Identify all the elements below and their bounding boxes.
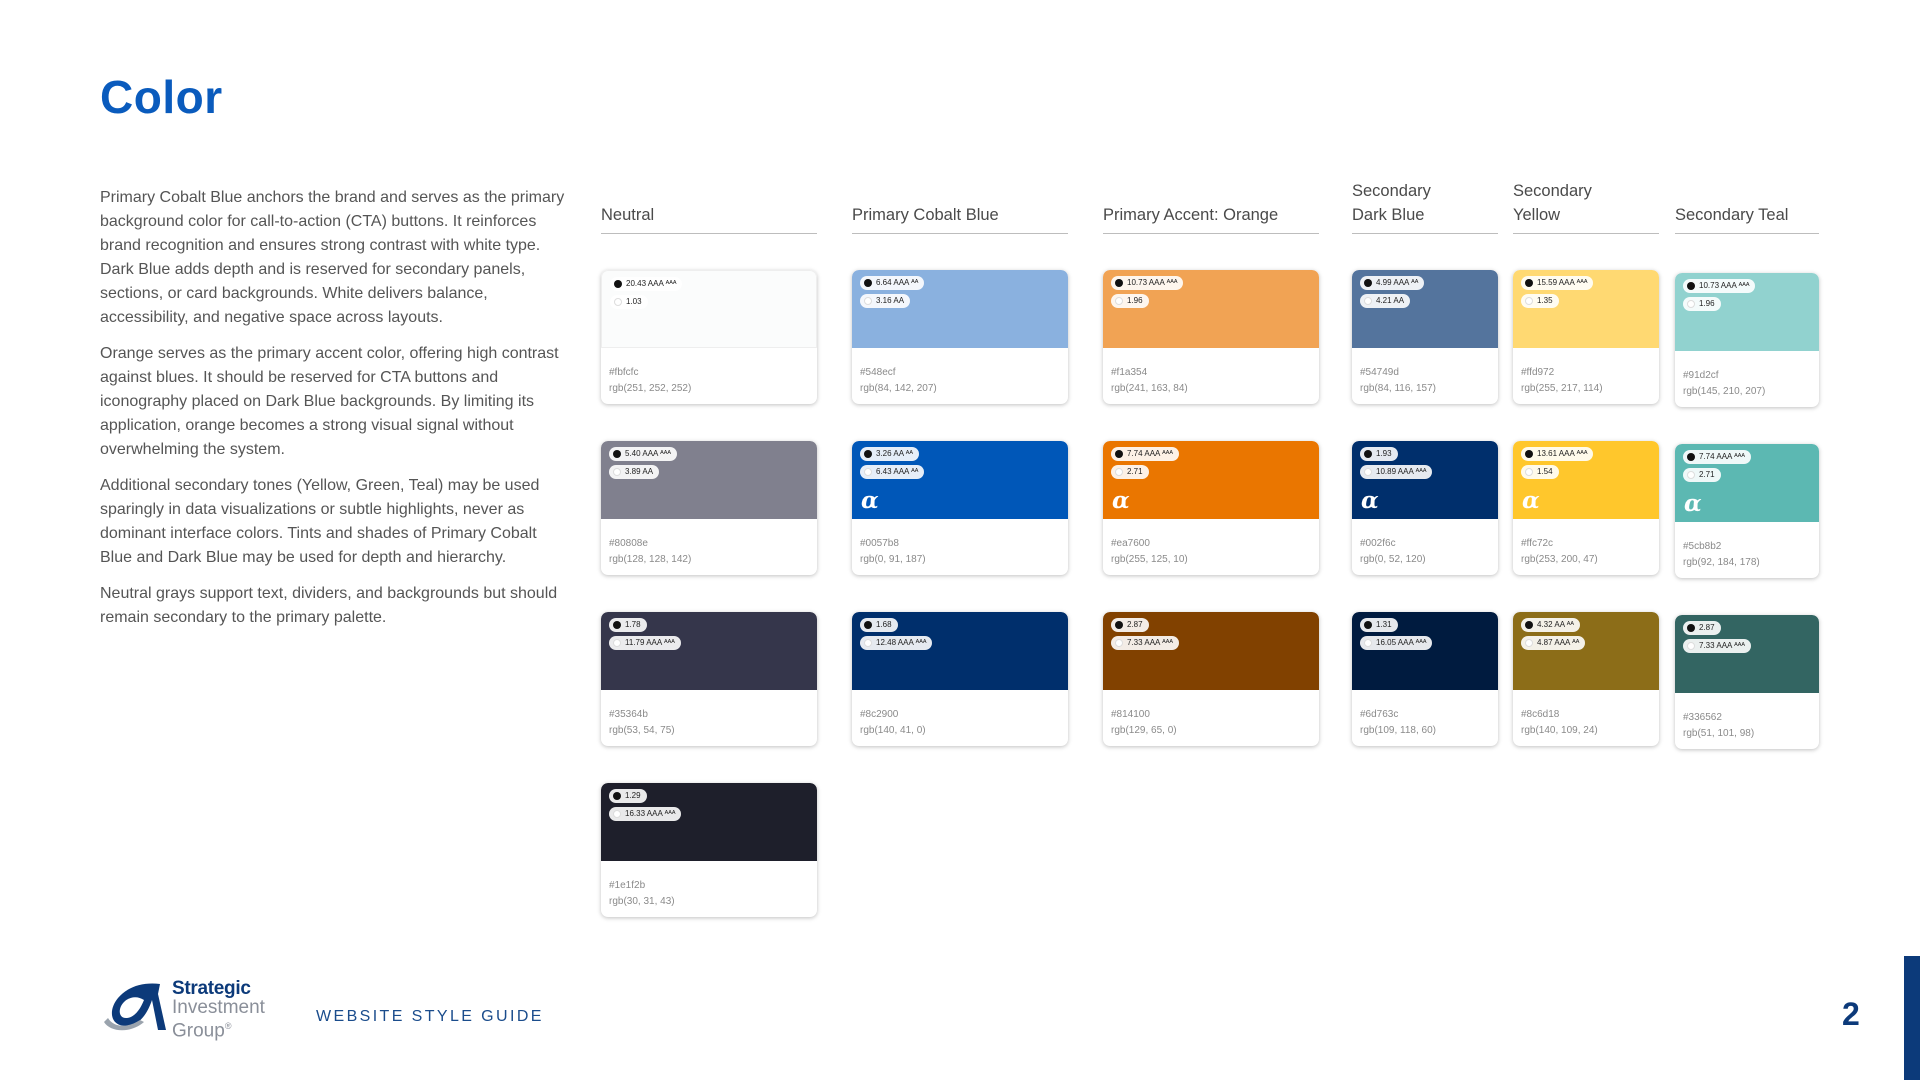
white-dot-icon bbox=[1687, 471, 1695, 479]
color-swatch bbox=[1675, 273, 1819, 351]
rgb-value: rgb(0, 91, 187) bbox=[860, 554, 926, 565]
contrast-badge-white bbox=[1360, 636, 1432, 650]
black-dot-icon bbox=[864, 450, 872, 458]
contrast-badge-white bbox=[1521, 636, 1585, 650]
contrast-ratio: 2.71 bbox=[1699, 470, 1715, 479]
intro-paragraph: Primary Cobalt Blue anchors the brand and serves as the primary background color for call-to-action (CTA) buttons. It reinforces brand recognition and ensures strong contrast with white type. Dark Blue adds depth and is reserved for secondary panels, sections, or card backgrounds. White delivers balance, accessibility, and negative space across layouts. bbox=[100, 189, 565, 326]
contrast-ratio: 1.78 bbox=[625, 620, 641, 629]
rgb-value: rgb(241, 163, 84) bbox=[1111, 383, 1188, 394]
hex-value: #35364b bbox=[609, 709, 648, 720]
contrast-ratio: 12.48 AAA ᴬᴬᴬ bbox=[876, 638, 927, 647]
contrast-badge-black bbox=[609, 447, 677, 461]
contrast-badge-black bbox=[860, 447, 919, 461]
color-swatch-card[interactable] bbox=[852, 270, 1068, 404]
company-logo bbox=[100, 978, 282, 1042]
color-swatch bbox=[1103, 441, 1319, 519]
color-swatch bbox=[1352, 270, 1498, 348]
hex-value: #548ecf bbox=[860, 367, 896, 378]
color-swatch-card[interactable] bbox=[1675, 444, 1819, 578]
white-dot-icon bbox=[1525, 297, 1533, 305]
contrast-badge-white bbox=[860, 636, 932, 650]
palette-column-heading: Secondary Teal bbox=[1675, 168, 1819, 234]
black-dot-icon bbox=[613, 621, 621, 629]
black-dot-icon bbox=[1687, 453, 1695, 461]
contrast-ratio: 3.16 AA bbox=[876, 296, 905, 305]
contrast-badge-black bbox=[1521, 447, 1593, 461]
contrast-badge-black bbox=[1683, 279, 1755, 293]
black-dot-icon bbox=[1364, 621, 1372, 629]
contrast-ratio: 16.33 AAA ᴬᴬᴬ bbox=[625, 809, 676, 818]
rgb-value: rgb(92, 184, 178) bbox=[1683, 557, 1760, 568]
registered-mark: ® bbox=[224, 1021, 232, 1031]
contrast-ratio: 11.79 AAA ᴬᴬᴬ bbox=[625, 638, 675, 647]
color-swatch-card[interactable] bbox=[601, 441, 817, 575]
hex-value: #6d763c bbox=[1360, 709, 1399, 720]
contrast-ratio: 15.59 AAA ᴬᴬᴬ bbox=[1537, 278, 1588, 287]
intro-paragraph: Additional secondary tones (Yellow, Green, Teal) may be used sparingly in data visualizations or subtle highlights, never as dominant interface colors. Tints and shades of Primary Cobalt Blue and Dark Blue may be used for depth and hierarchy. bbox=[100, 477, 540, 566]
color-swatch bbox=[1513, 270, 1659, 348]
logo-line-1: Strategic bbox=[172, 978, 251, 999]
hex-value: #8c2900 bbox=[860, 709, 899, 720]
contrast-ratio: 7.74 AAA ᴬᴬᴬ bbox=[1699, 452, 1746, 461]
contrast-ratio: 1.96 bbox=[1699, 299, 1715, 308]
color-swatch bbox=[852, 270, 1068, 348]
rgb-value: rgb(255, 125, 10) bbox=[1111, 554, 1188, 565]
color-swatch-card[interactable] bbox=[1513, 270, 1659, 404]
black-dot-icon bbox=[614, 280, 622, 288]
palette-column bbox=[1352, 0, 1498, 1080]
black-dot-icon bbox=[1115, 621, 1123, 629]
intro-text bbox=[100, 186, 570, 642]
contrast-badge-white bbox=[1360, 294, 1410, 308]
contrast-ratio: 10.73 AAA ᴬᴬᴬ bbox=[1127, 278, 1178, 287]
contrast-badge-white bbox=[609, 465, 659, 479]
contrast-badge-white bbox=[1360, 465, 1432, 479]
white-dot-icon bbox=[1687, 642, 1695, 650]
rgb-value: rgb(129, 65, 0) bbox=[1111, 725, 1177, 736]
rgb-value: rgb(84, 116, 157) bbox=[1360, 383, 1436, 394]
hex-value: #0057b8 bbox=[860, 538, 899, 549]
contrast-badge-black bbox=[1360, 447, 1398, 461]
contrast-ratio: 4.99 AAA ᴬᴬ bbox=[1376, 278, 1419, 287]
logo-line-3: Group bbox=[172, 1020, 225, 1042]
color-swatch bbox=[1103, 612, 1319, 690]
contrast-ratio: 13.61 AAA ᴬᴬᴬ bbox=[1537, 449, 1588, 458]
contrast-ratio: 7.74 AAA ᴬᴬᴬ bbox=[1127, 449, 1174, 458]
contrast-ratio: 2.87 bbox=[1127, 620, 1143, 629]
contrast-badge-white bbox=[610, 295, 648, 309]
white-dot-icon bbox=[1115, 468, 1123, 476]
alpha-logo-icon: α bbox=[1112, 487, 1130, 514]
color-swatch-card[interactable] bbox=[601, 783, 817, 917]
color-swatch-card[interactable] bbox=[1513, 441, 1659, 575]
color-swatch bbox=[1513, 441, 1659, 519]
color-swatch bbox=[852, 441, 1068, 519]
contrast-badge-white bbox=[609, 636, 681, 650]
color-swatch bbox=[1675, 615, 1819, 693]
contrast-ratio: 2.71 bbox=[1127, 467, 1143, 476]
alpha-logo-icon: α bbox=[1684, 490, 1702, 517]
contrast-ratio: 6.43 AAA ᴬᴬ bbox=[876, 467, 919, 476]
white-dot-icon bbox=[1525, 468, 1533, 476]
alpha-logo-icon bbox=[100, 978, 170, 1034]
rgb-value: rgb(145, 210, 207) bbox=[1683, 386, 1766, 397]
alpha-logo-icon: α bbox=[861, 487, 879, 514]
black-dot-icon bbox=[1525, 450, 1533, 458]
hex-value: #80808e bbox=[609, 538, 648, 549]
contrast-ratio: 1.31 bbox=[1376, 620, 1392, 629]
rgb-value: rgb(251, 252, 252) bbox=[609, 383, 692, 394]
contrast-badge-black bbox=[1360, 618, 1398, 632]
contrast-ratio: 10.89 AAA ᴬᴬᴬ bbox=[1376, 467, 1427, 476]
color-swatch bbox=[1675, 444, 1819, 522]
palette-column bbox=[1675, 0, 1819, 1080]
color-swatch-card[interactable] bbox=[852, 441, 1068, 575]
black-dot-icon bbox=[1525, 621, 1533, 629]
footer-guide-label: WEBSITE STYLE GUIDE bbox=[316, 1008, 544, 1025]
black-dot-icon bbox=[1687, 282, 1695, 290]
hex-value: #ffc72c bbox=[1521, 538, 1554, 549]
contrast-badge-white bbox=[1683, 468, 1721, 482]
contrast-ratio: 1.35 bbox=[1537, 296, 1553, 305]
white-dot-icon bbox=[1115, 297, 1123, 305]
black-dot-icon bbox=[1364, 279, 1372, 287]
contrast-badge-white bbox=[1521, 465, 1559, 479]
white-dot-icon bbox=[1687, 300, 1695, 308]
contrast-ratio: 3.26 AA ᴬᴬ bbox=[876, 449, 914, 458]
contrast-badge-white bbox=[1111, 465, 1149, 479]
page-title: Color bbox=[100, 71, 223, 123]
white-dot-icon bbox=[613, 810, 621, 818]
contrast-ratio: 4.21 AA bbox=[1376, 296, 1405, 305]
white-dot-icon bbox=[614, 298, 622, 306]
color-swatch bbox=[601, 270, 817, 348]
color-swatch-card[interactable] bbox=[601, 270, 817, 404]
logo-line-2: Investment bbox=[172, 997, 265, 1018]
rgb-value: rgb(0, 52, 120) bbox=[1360, 554, 1426, 565]
black-dot-icon bbox=[613, 792, 621, 800]
contrast-badge-white bbox=[860, 294, 910, 308]
color-swatch-card[interactable] bbox=[1675, 273, 1819, 407]
contrast-badge-black bbox=[1521, 618, 1580, 632]
color-swatch-card[interactable] bbox=[1675, 615, 1819, 749]
contrast-badge-black bbox=[1360, 276, 1424, 290]
color-swatch-card[interactable] bbox=[1352, 612, 1498, 746]
color-swatch-card[interactable] bbox=[852, 612, 1068, 746]
contrast-badge-white bbox=[1521, 294, 1559, 308]
contrast-badge-white bbox=[1683, 297, 1721, 311]
hex-value: #fbfcfc bbox=[609, 367, 639, 378]
rgb-value: rgb(109, 118, 60) bbox=[1360, 725, 1436, 736]
white-dot-icon bbox=[1115, 639, 1123, 647]
contrast-badge-black bbox=[1111, 276, 1183, 290]
rgb-value: rgb(53, 54, 75) bbox=[609, 725, 675, 736]
contrast-badge-black bbox=[609, 618, 647, 632]
hex-value: #8c6d18 bbox=[1521, 709, 1560, 720]
rgb-value: rgb(255, 217, 114) bbox=[1521, 383, 1603, 394]
color-swatch bbox=[601, 612, 817, 690]
black-dot-icon bbox=[1525, 279, 1533, 287]
palette-column bbox=[852, 0, 1068, 1080]
contrast-badge-white bbox=[609, 807, 681, 821]
contrast-badge-black bbox=[610, 277, 682, 291]
color-swatch bbox=[601, 441, 817, 519]
color-swatch-card[interactable] bbox=[1103, 441, 1319, 575]
contrast-ratio: 2.87 bbox=[1699, 623, 1715, 632]
color-swatch-card[interactable] bbox=[1513, 612, 1659, 746]
color-swatch-card[interactable] bbox=[601, 612, 817, 746]
rgb-value: rgb(51, 101, 98) bbox=[1683, 728, 1755, 739]
contrast-ratio: 4.87 AAA ᴬᴬ bbox=[1537, 638, 1580, 647]
white-dot-icon bbox=[613, 639, 621, 647]
contrast-badge-black bbox=[1111, 618, 1149, 632]
white-dot-icon bbox=[613, 468, 621, 476]
contrast-badge-black bbox=[1521, 276, 1593, 290]
color-swatch bbox=[852, 612, 1068, 690]
contrast-ratio: 1.96 bbox=[1127, 296, 1143, 305]
contrast-badge-black bbox=[860, 276, 924, 290]
black-dot-icon bbox=[613, 450, 621, 458]
rgb-value: rgb(253, 200, 47) bbox=[1521, 554, 1598, 565]
contrast-ratio: 1.68 bbox=[876, 620, 892, 629]
color-swatch-card[interactable] bbox=[1352, 441, 1498, 575]
page-number: 2 bbox=[1842, 996, 1860, 1032]
contrast-ratio: 16.05 AAA ᴬᴬᴬ bbox=[1376, 638, 1427, 647]
white-dot-icon bbox=[1525, 639, 1533, 647]
contrast-badge-black bbox=[1111, 447, 1179, 461]
rgb-value: rgb(84, 142, 207) bbox=[860, 383, 937, 394]
color-swatch-card[interactable] bbox=[1103, 270, 1319, 404]
contrast-ratio: 3.89 AA bbox=[625, 467, 654, 476]
contrast-ratio: 1.93 bbox=[1376, 449, 1392, 458]
white-dot-icon bbox=[1364, 468, 1372, 476]
contrast-badge-black bbox=[1683, 450, 1751, 464]
white-dot-icon bbox=[1364, 297, 1372, 305]
intro-paragraph: Neutral grays support text, dividers, and backgrounds but should remain secondary to the primary palette. bbox=[100, 585, 558, 626]
palette-column-heading: Secondary Yellow bbox=[1513, 168, 1659, 234]
contrast-ratio: 1.03 bbox=[626, 297, 642, 306]
color-swatch-card[interactable] bbox=[1103, 612, 1319, 746]
color-swatch bbox=[1103, 270, 1319, 348]
alpha-logo-icon: α bbox=[1361, 487, 1379, 514]
white-dot-icon bbox=[864, 297, 872, 305]
rgb-value: rgb(128, 128, 142) bbox=[609, 554, 692, 565]
color-swatch bbox=[1352, 612, 1498, 690]
contrast-ratio: 10.73 AAA ᴬᴬᴬ bbox=[1699, 281, 1750, 290]
hex-value: #814100 bbox=[1111, 709, 1150, 720]
black-dot-icon bbox=[1364, 450, 1372, 458]
hex-value: #1e1f2b bbox=[609, 880, 646, 891]
palette-column-heading: Secondary Dark Blue bbox=[1352, 168, 1498, 234]
intro-paragraph: Orange serves as the primary accent color, offering high contrast against blues. It should be reserved for CTA buttons and iconography placed on Dark Blue backgrounds. By limiting its application, orange becomes a strong visual signal without overwhelming the system. bbox=[100, 345, 559, 458]
rgb-value: rgb(30, 31, 43) bbox=[609, 896, 675, 907]
black-dot-icon bbox=[1115, 450, 1123, 458]
palette-column bbox=[601, 0, 817, 1080]
contrast-ratio: 1.29 bbox=[625, 791, 641, 800]
hex-value: #54749d bbox=[1360, 367, 1399, 378]
palette-column-heading: Primary Cobalt Blue bbox=[852, 168, 1068, 234]
contrast-badge-black bbox=[1683, 621, 1721, 635]
palette-column bbox=[1513, 0, 1659, 1080]
contrast-ratio: 1.54 bbox=[1537, 467, 1553, 476]
hex-value: #91d2cf bbox=[1683, 370, 1719, 381]
color-swatch-card[interactable] bbox=[1352, 270, 1498, 404]
black-dot-icon bbox=[864, 279, 872, 287]
contrast-ratio: 20.43 AAA ᴬᴬᴬ bbox=[626, 279, 677, 288]
hex-value: #336562 bbox=[1683, 712, 1722, 723]
hex-value: #f1a354 bbox=[1111, 367, 1148, 378]
rgb-value: rgb(140, 109, 24) bbox=[1521, 725, 1598, 736]
contrast-badge-white bbox=[1111, 294, 1149, 308]
palette-column-heading: Neutral bbox=[601, 168, 817, 234]
black-dot-icon bbox=[1687, 624, 1695, 632]
rgb-value: rgb(140, 41, 0) bbox=[860, 725, 926, 736]
hex-value: #5cb8b2 bbox=[1683, 541, 1722, 552]
contrast-badge-black bbox=[860, 618, 898, 632]
hex-value: #ea7600 bbox=[1111, 538, 1150, 549]
color-swatch bbox=[1352, 441, 1498, 519]
white-dot-icon bbox=[864, 468, 872, 476]
color-swatch bbox=[601, 783, 817, 861]
contrast-ratio: 7.33 AAA ᴬᴬᴬ bbox=[1699, 641, 1746, 650]
contrast-badge-white bbox=[860, 465, 924, 479]
contrast-badge-black bbox=[609, 789, 647, 803]
contrast-badge-white bbox=[1683, 639, 1751, 653]
contrast-badge-white bbox=[1111, 636, 1179, 650]
hex-value: #002f6c bbox=[1360, 538, 1396, 549]
contrast-ratio: 5.40 AAA ᴬᴬᴬ bbox=[625, 449, 672, 458]
white-dot-icon bbox=[864, 639, 872, 647]
black-dot-icon bbox=[1115, 279, 1123, 287]
black-dot-icon bbox=[864, 621, 872, 629]
white-dot-icon bbox=[1364, 639, 1372, 647]
alpha-logo-icon: α bbox=[1522, 487, 1540, 514]
edge-accent-bar bbox=[1904, 956, 1920, 1080]
palette-column-heading: Primary Accent: Orange bbox=[1103, 168, 1319, 234]
contrast-ratio: 6.64 AAA ᴬᴬ bbox=[876, 278, 919, 287]
color-swatch bbox=[1513, 612, 1659, 690]
hex-value: #ffd972 bbox=[1521, 367, 1555, 378]
palette-column bbox=[1103, 0, 1319, 1080]
contrast-ratio: 7.33 AAA ᴬᴬᴬ bbox=[1127, 638, 1174, 647]
contrast-ratio: 4.32 AA ᴬᴬ bbox=[1537, 620, 1575, 629]
